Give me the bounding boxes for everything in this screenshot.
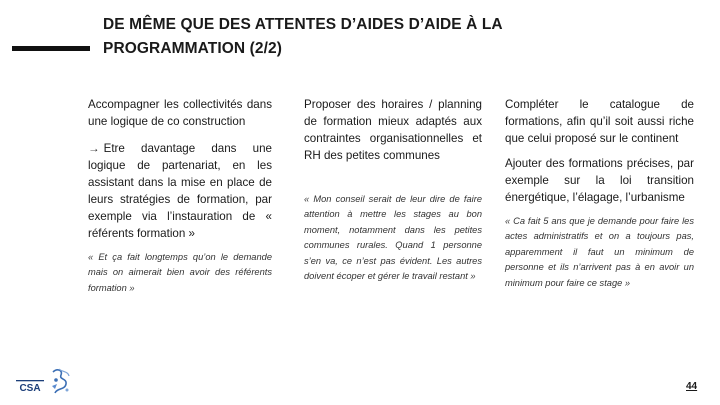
column-3-lead: Compléter le catalogue de formations, afin qu’il soit aussi riche que celui proposé sur le continent bbox=[505, 98, 694, 145]
partner-logo bbox=[49, 366, 73, 396]
page-number: 44 bbox=[686, 381, 698, 392]
column-3 bbox=[505, 96, 694, 291]
title-accent-bar bbox=[12, 46, 90, 51]
arrow-right-icon: → bbox=[88, 142, 100, 155]
column-1-lead: Accompagner les collectivités dans une logique de co construction bbox=[88, 98, 272, 128]
slide-title: DE MÊME QUE DES ATTENTES D’AIDES D’AIDE À LA PROGRAMMATION (2/2) bbox=[103, 16, 503, 57]
column-3-quote: « Ca fait 5 ans que je demande pour faire les actes administratifs et on a toujours pas, apparemment il faut un minimum de personne et ils n’arrivent pas à en avoir un minimum pour faire ce stage » bbox=[505, 216, 694, 288]
column-1 bbox=[88, 96, 272, 296]
svg-text:CSA: CSA bbox=[19, 383, 41, 394]
column-2-lead: Proposer des horaires / planning de formation mieux adaptés aux contraintes organisationnelles et RH des petites communes bbox=[304, 98, 482, 162]
column-1-quote: « Et ça fait longtemps qu’on le demande mais on aimerait bien avoir des référents formation » bbox=[88, 252, 272, 293]
column-2 bbox=[304, 96, 482, 284]
column-2-quote: « Mon conseil serait de leur dire de faire attention à mettre les stages au bon moment, notamment dans les petites communes rurales. Quand 1 personne s’en va, ce n’est pas évident. Les autres doivent écoper et gérer le travail restant » bbox=[304, 194, 482, 282]
csa-logo bbox=[15, 378, 45, 394]
column-3-point: Ajouter des formations précises, par exemple sur la loi transition énergétique, l’élagage, l’urbanisme bbox=[505, 157, 694, 204]
column-1-point bbox=[88, 140, 272, 242]
column-1-point-text: Etre davantage dans une logique de partenariat, en les assistant dans la mise en place de leurs stratégies de formation, par exemple via l’instauration de « référents formation » bbox=[88, 142, 272, 240]
